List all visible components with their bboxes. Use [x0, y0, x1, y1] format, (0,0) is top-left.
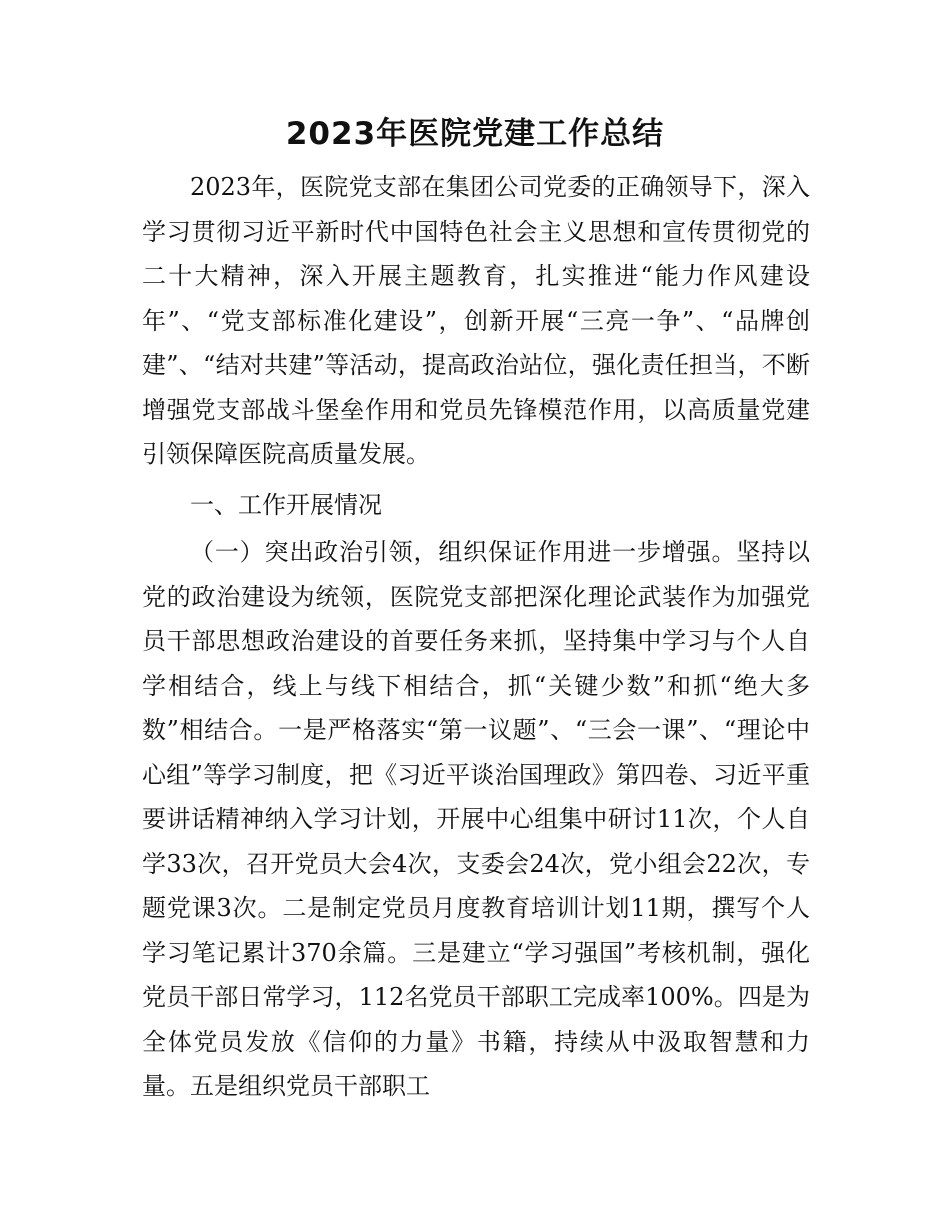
paragraph-intro: 2023年，医院党支部在集团公司党委的正确领导下，深入学习贯彻习近平新时代中国特色社会主义思想和宣传贯彻党的二十大精神，深入开展主题教育，扎实推进“能力作风建设年”、“党支部标准化建设”，创新开展“三亮一争”、“品牌创建”、“结对共建”等活动，提高政治站位，强化责任担当，不断增强党支部战斗堡垒作用和党员先锋模范作用，以高质量党建引领保障医院高质量发展。	[142, 173, 810, 468]
paragraph-section-1-1: （一）突出政治引领，组织保证作用进一步增强。坚持以党的政治建设为统领，医院党支部把深化理论武装作为加强党员干部思想政治建设的首要任务来抓，坚持集中学习与个人自学相结合，线上与线下相结合，抓“关键少数”和抓“绝大多数”相结合。一是严格落实“第一议题”、“三会一课”、“理论中心组”等学习制度，把《习近平谈治国理政》第四卷、习近平重要讲话精神纳入学习计划，开展中心组集中研讨11次，个人自学33次，召开党员大会4次，支委会24次，党小组会22次，专题党课3次。二是制定党员月度教育培训计划11期，撰写个人学习笔记累计370余篇。三是建立“学习强国”考核机制，强化党员干部日常学习，112名党员干部职工完成率100%。四是为全体党员发放《信仰的力量》书籍，持续从中汲取智慧和力量。五是组织党员干部职工	[142, 538, 810, 1100]
document-title: 2023年医院党建工作总结	[285, 116, 665, 152]
section-heading: 一、工作开展情况	[190, 491, 382, 519]
